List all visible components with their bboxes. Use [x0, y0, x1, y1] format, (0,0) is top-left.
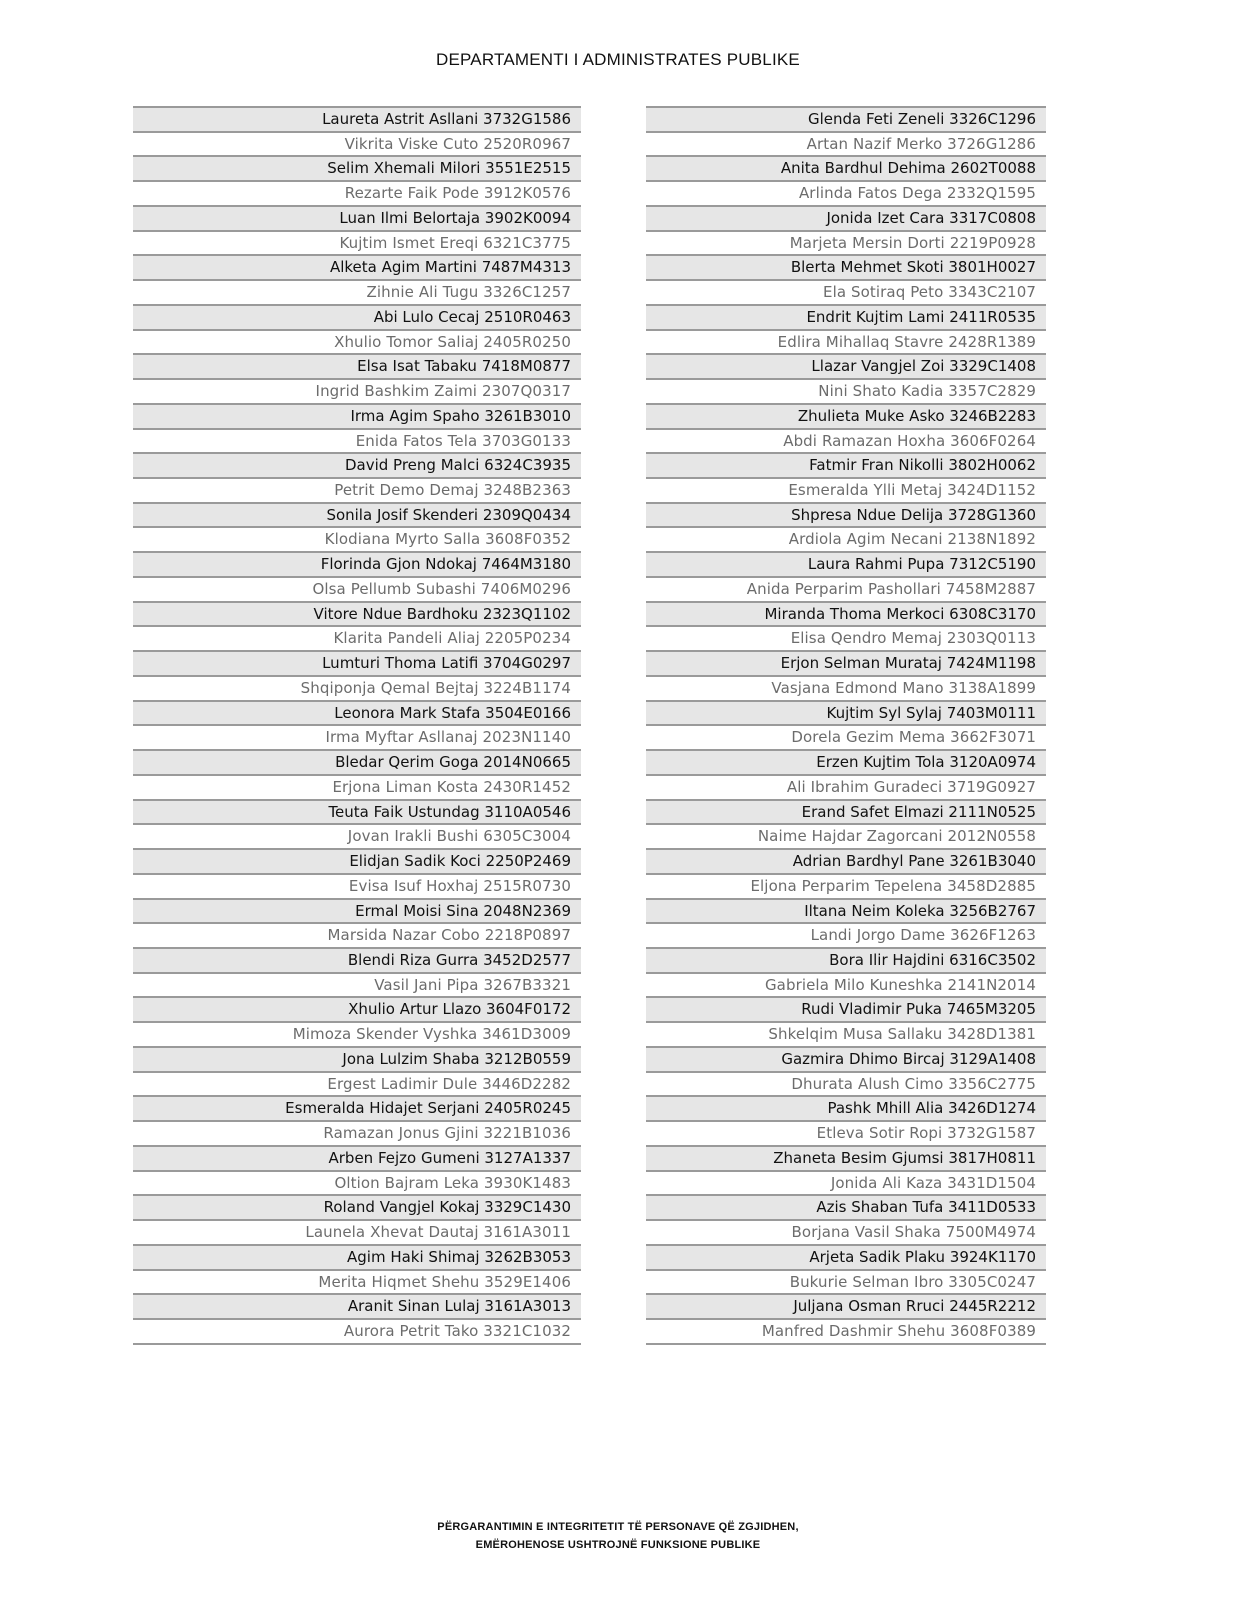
list-item: Esmeralda Hidajet Serjani 2405R0245: [133, 1097, 581, 1122]
list-item: Anida Perparim Pashollari 7458M2887: [646, 578, 1046, 603]
list-item: Azis Shaban Tufa 3411D0533: [646, 1196, 1046, 1221]
list-item: Xhulio Artur Llazo 3604F0172: [133, 998, 581, 1023]
list-item: Marsida Nazar Cobo 2218P0897: [133, 924, 581, 949]
list-item: Rudi Vladimir Puka 7465M3205: [646, 998, 1046, 1023]
list-item: Erjon Selman Murataj 7424M1198: [646, 652, 1046, 677]
list-item: Klarita Pandeli Aliaj 2205P0234: [133, 627, 581, 652]
list-item: Jonida Izet Cara 3317C0808: [646, 207, 1046, 232]
list-item: Vasjana Edmond Mano 3138A1899: [646, 677, 1046, 702]
list-item: Ali Ibrahim Guradeci 3719G0927: [646, 776, 1046, 801]
list-item: Anita Bardhul Dehima 2602T0088: [646, 157, 1046, 182]
list-item: Etleva Sotir Ropi 3732G1587: [646, 1122, 1046, 1147]
list-item: Zihnie Ali Tugu 3326C1257: [133, 281, 581, 306]
list-item: Gabriela Milo Kuneshka 2141N2014: [646, 974, 1046, 999]
list-item: Olsa Pellumb Subashi 7406M0296: [133, 578, 581, 603]
list-item: Eljona Perparim Tepelena 3458D2885: [646, 875, 1046, 900]
list-item: Sonila Josif Skenderi 2309Q0434: [133, 504, 581, 529]
list-item: Luan Ilmi Belortaja 3902K0094: [133, 207, 581, 232]
list-item: Oltion Bajram Leka 3930K1483: [133, 1172, 581, 1197]
list-item: Pashk Mhill Alia 3426D1274: [646, 1097, 1046, 1122]
list-item: Blendi Riza Gurra 3452D2577: [133, 949, 581, 974]
list-item: Elidjan Sadik Koci 2250P2469: [133, 850, 581, 875]
footer-line-1: PËRGARANTIMIN E INTEGRITETIT TË PERSONAVE QË ZGJIDHEN,: [437, 1521, 799, 1533]
list-item: Aurora Petrit Tako 3321C1032: [133, 1320, 581, 1345]
list-item: Zhaneta Besim Gjumsi 3817H0811: [646, 1147, 1046, 1172]
list-item: Ramazan Jonus Gjini 3221B1036: [133, 1122, 581, 1147]
list-item: Laura Rahmi Pupa 7312C5190: [646, 553, 1046, 578]
footer-line-2: EMËROHENOSE USHTROJNË FUNKSIONE PUBLIKE: [475, 1539, 761, 1551]
list-item: Lumturi Thoma Latifi 3704G0297: [133, 652, 581, 677]
list-item: Enida Fatos Tela 3703G0133: [133, 430, 581, 455]
list-item: Vitore Ndue Bardhoku 2323Q1102: [133, 603, 581, 628]
list-item: Abdi Ramazan Hoxha 3606F0264: [646, 430, 1046, 455]
list-item: Llazar Vangjel Zoi 3329C1408: [646, 355, 1046, 380]
list-item: Ela Sotiraq Peto 3343C2107: [646, 281, 1046, 306]
list-item: Mimoza Skender Vyshka 3461D3009: [133, 1023, 581, 1048]
list-item: Xhulio Tomor Saliaj 2405R0250: [133, 331, 581, 356]
list-item: Kujtim Syl Sylaj 7403M0111: [646, 702, 1046, 727]
list-item: Marjeta Mersin Dorti 2219P0928: [646, 232, 1046, 257]
list-item: Jonida Ali Kaza 3431D1504: [646, 1172, 1046, 1197]
list-item: Shqiponja Qemal Bejtaj 3224B1174: [133, 677, 581, 702]
list-item: Vikrita Viske Cuto 2520R0967: [133, 133, 581, 158]
list-item: Bukurie Selman Ibro 3305C0247: [646, 1271, 1046, 1296]
list-item: Juljana Osman Rruci 2445R2212: [646, 1295, 1046, 1320]
list-item: Dhurata Alush Cimo 3356C2775: [646, 1073, 1046, 1098]
list-item: Alketa Agim Martini 7487M4313: [133, 256, 581, 281]
list-item: Launela Xhevat Dautaj 3161A3011: [133, 1221, 581, 1246]
left-name-list: [133, 106, 581, 1345]
list-item: Shpresa Ndue Delija 3728G1360: [646, 504, 1046, 529]
list-item: Roland Vangjel Kokaj 3329C1430: [133, 1196, 581, 1221]
list-item: Arjeta Sadik Plaku 3924K1170: [646, 1246, 1046, 1271]
list-item: Manfred Dashmir Shehu 3608F0389: [646, 1320, 1046, 1345]
list-item: Elisa Qendro Memaj 2303Q0113: [646, 627, 1046, 652]
list-item: Jona Lulzim Shaba 3212B0559: [133, 1048, 581, 1073]
list-item: Vasil Jani Pipa 3267B3321: [133, 974, 581, 999]
list-item: Erjona Liman Kosta 2430R1452: [133, 776, 581, 801]
list-item: Esmeralda Ylli Metaj 3424D1152: [646, 479, 1046, 504]
list-item: Fatmir Fran Nikolli 3802H0062: [646, 454, 1046, 479]
list-item: Erzen Kujtim Tola 3120A0974: [646, 751, 1046, 776]
right-name-list: [646, 106, 1046, 1345]
list-item: Klodiana Myrto Salla 3608F0352: [133, 528, 581, 553]
list-item: Elsa Isat Tabaku 7418M0877: [133, 355, 581, 380]
list-item: Petrit Demo Demaj 3248B2363: [133, 479, 581, 504]
list-item: Arlinda Fatos Dega 2332Q1595: [646, 182, 1046, 207]
list-item: Florinda Gjon Ndokaj 7464M3180: [133, 553, 581, 578]
list-item: Selim Xhemali Milori 3551E2515: [133, 157, 581, 182]
list-item: Naime Hajdar Zagorcani 2012N0558: [646, 825, 1046, 850]
list-item: David Preng Malci 6324C3935: [133, 454, 581, 479]
list-item: Rezarte Faik Pode 3912K0576: [133, 182, 581, 207]
list-item: Leonora Mark Stafa 3504E0166: [133, 702, 581, 727]
list-item: Miranda Thoma Merkoci 6308C3170: [646, 603, 1046, 628]
list-item: Blerta Mehmet Skoti 3801H0027: [646, 256, 1046, 281]
list-item: Ermal Moisi Sina 2048N2369: [133, 900, 581, 925]
list-item: Ardiola Agim Necani 2138N1892: [646, 528, 1046, 553]
list-item: Bledar Qerim Goga 2014N0665: [133, 751, 581, 776]
list-item: Zhulieta Muke Asko 3246B2283: [646, 405, 1046, 430]
list-item: Iltana Neim Koleka 3256B2767: [646, 900, 1046, 925]
list-item: Endrit Kujtim Lami 2411R0535: [646, 306, 1046, 331]
list-item: Ingrid Bashkim Zaimi 2307Q0317: [133, 380, 581, 405]
list-item: Borjana Vasil Shaka 7500M4974: [646, 1221, 1046, 1246]
list-item: Bora Ilir Hajdini 6316C3502: [646, 949, 1046, 974]
list-item: Abi Lulo Cecaj 2510R0463: [133, 306, 581, 331]
list-item: Aranit Sinan Lulaj 3161A3013: [133, 1295, 581, 1320]
list-item: Nini Shato Kadia 3357C2829: [646, 380, 1046, 405]
page-footer: [0, 1518, 1236, 1554]
list-item: Kujtim Ismet Ereqi 6321C3775: [133, 232, 581, 257]
list-item: Shkelqim Musa Sallaku 3428D1381: [646, 1023, 1046, 1048]
list-item: Irma Myftar Asllanaj 2023N1140: [133, 726, 581, 751]
list-item: Edlira Mihallaq Stavre 2428R1389: [646, 331, 1046, 356]
list-item: Adrian Bardhyl Pane 3261B3040: [646, 850, 1046, 875]
list-item: Dorela Gezim Mema 3662F3071: [646, 726, 1046, 751]
list-item: Irma Agim Spaho 3261B3010: [133, 405, 581, 430]
list-item: Arben Fejzo Gumeni 3127A1337: [133, 1147, 581, 1172]
list-item: Ergest Ladimir Dule 3446D2282: [133, 1073, 581, 1098]
list-item: Erand Safet Elmazi 2111N0525: [646, 801, 1046, 826]
list-item: Glenda Feti Zeneli 3326C1296: [646, 108, 1046, 133]
list-item: Gazmira Dhimo Bircaj 3129A1408: [646, 1048, 1046, 1073]
page-title: DEPARTAMENTI I ADMINISTRATES PUBLIKE: [436, 50, 800, 69]
list-item: Agim Haki Shimaj 3262B3053: [133, 1246, 581, 1271]
list-item: Landi Jorgo Dame 3626F1263: [646, 924, 1046, 949]
list-item: Merita Hiqmet Shehu 3529E1406: [133, 1271, 581, 1296]
list-item: Jovan Irakli Bushi 6305C3004: [133, 825, 581, 850]
list-item: Artan Nazif Merko 3726G1286: [646, 133, 1046, 158]
list-item: Teuta Faik Ustundag 3110A0546: [133, 801, 581, 826]
list-item: Laureta Astrit Asllani 3732G1586: [133, 108, 581, 133]
list-item: Evisa Isuf Hoxhaj 2515R0730: [133, 875, 581, 900]
